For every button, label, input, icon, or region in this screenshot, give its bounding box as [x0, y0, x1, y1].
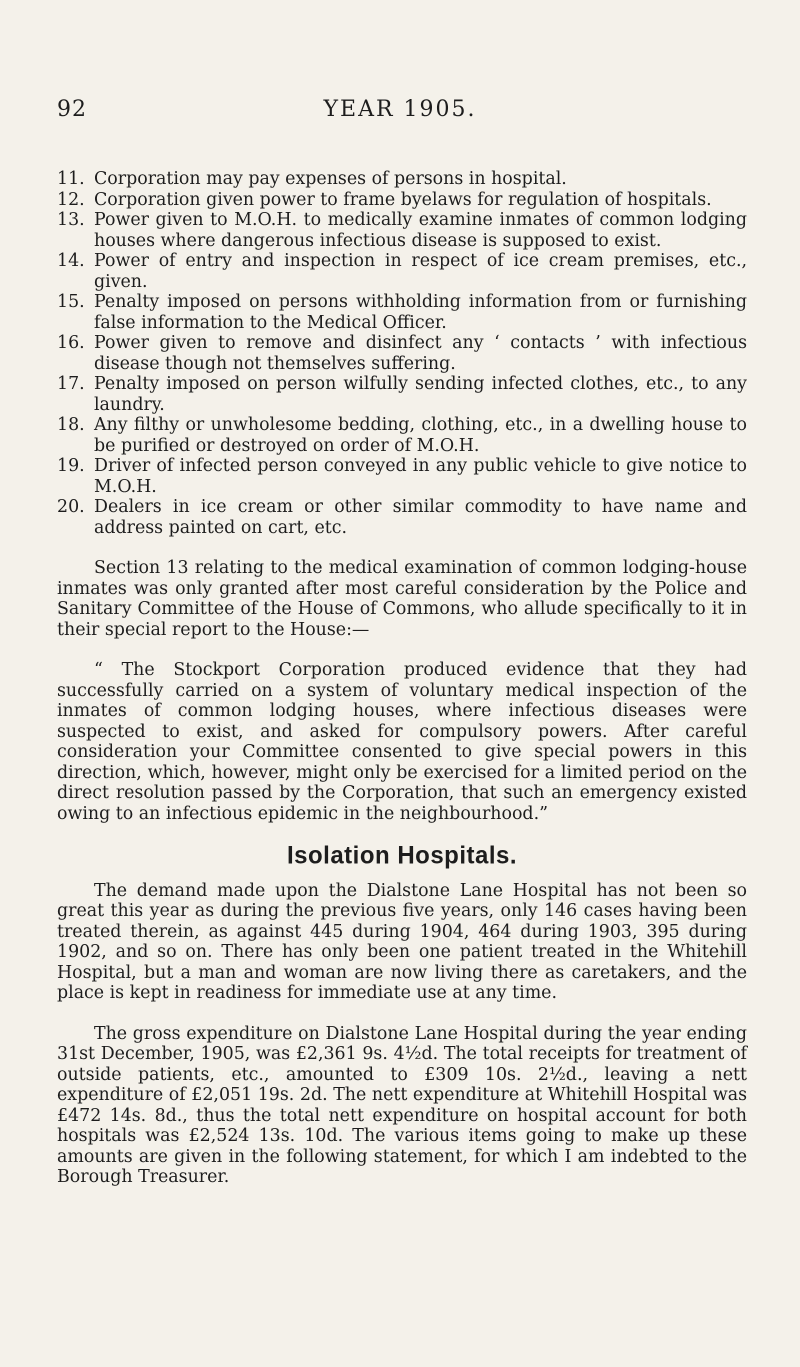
list-item-text: Corporation given power to frame byelaws for regulation of hospitals.	[94, 189, 712, 210]
list-item-text: Corporation may pay expenses of persons in hospital.	[94, 169, 567, 189]
list-item-text: Any filthy or unwholesome bedding, clothing, etc., in a dwelling house to be purified or destroyed on order of M.O.H.	[94, 415, 747, 456]
list-item-number: 12.	[57, 189, 85, 210]
section-heading: Isolation Hospitals.	[286, 841, 518, 870]
list-item-text: Penalty imposed on person wilfully sending infected clothes, etc., to any laundry.	[94, 374, 747, 415]
list-item-text: Power given to remove and disinfect any ‘ contacts ’ with infectious disease though not themselves suffering.	[94, 333, 747, 374]
list-item-text: Penalty imposed on persons withholding information from or furnishing false information to the Medical Officer.	[94, 292, 747, 333]
list-item	[57, 292, 747, 333]
list-item-text: Driver of infected person conveyed in any public vehicle to give notice to M.O.H.	[94, 456, 747, 497]
list-item-number: 15.	[57, 292, 85, 312]
isolation-paragraph-2: The gross expenditure on Dialstone Lane Hospital during the year ending 31st December, 1905, was £2,361 9s. 4½d. The total receipts for treatment of outside patients, etc., amounted to £309 10s. 2½d., leaving a nett expenditure of £2,051 19s. 2d. The nett expenditure at Whitehill Hospital was £472 14s. 8d., thus the total nett expenditure on hospital account for both hospitals was £2,524 13s. 10d. The various items going to make up these amounts are given in the following statement, for which I am indebted to the Borough Treasurer.	[57, 1023, 747, 1187]
list-item	[57, 415, 747, 456]
list-item-number: 11.	[57, 169, 85, 189]
page-number: 92	[57, 97, 87, 122]
list-item	[57, 169, 747, 190]
list-item	[57, 333, 747, 374]
page-content	[57, 169, 747, 1188]
list-item	[57, 497, 747, 538]
list-item	[57, 456, 747, 497]
list-item-number: 17.	[57, 374, 85, 394]
running-head: YEAR 1905.	[323, 97, 477, 122]
page-header	[0, 97, 800, 137]
list-item-number: 18.	[57, 415, 85, 435]
committee-quote: “ The Stockport Corporation produced evidence that they had successfully carried on a system of voluntary medical inspection of the inmates of common lodging houses, where infectious diseases were suspected to exist, and asked for compulsory powers. After careful consideration your Committee consented to give special powers in this direction, which, however, might only be exercised for a limited period on the direct resolution passed by the Corporation, that such an emergency existed owing to an infectious epidemic in the neighbourhood.”	[57, 660, 747, 824]
list-item	[57, 210, 747, 251]
list-item	[57, 190, 747, 211]
section-13-paragraph: Section 13 relating to the medical examination of common lodging-house inmates was only granted after most careful consideration by the Police and Sanitary Committee of the House of Commons, who allude specifically to it in their special report to the House:—	[57, 558, 747, 640]
list-item	[57, 374, 747, 415]
list-item-number: 16.	[57, 333, 85, 353]
list-item-number: 14.	[57, 251, 85, 271]
list-item-text: Dealers in ice cream or other similar commodity to have name and address painted on cart, etc.	[94, 497, 747, 538]
list-item	[57, 251, 747, 292]
list-item-text: Power of entry and inspection in respect of ice cream premises, etc., given.	[94, 251, 747, 292]
list-item-number: 19.	[57, 456, 85, 476]
list-item-number: 13.	[57, 210, 85, 230]
isolation-paragraph-1: The demand made upon the Dialstone Lane Hospital has not been so great this year as during the previous five years, only 146 cases having been treated therein, as against 445 during 1904, 464 during 1903, 395 during 1902, and so on. There has only been one patient treated in the Whitehill Hospital, but a man and woman are now living there as caretakers, and the place is kept in readiness for immediate use at any time.	[57, 880, 747, 1003]
list-item-text: Power given to M.O.H. to medically examine inmates of common lodging houses where dangerous infectious disease is supposed to exist.	[94, 210, 747, 251]
list-item-number: 20.	[57, 497, 85, 517]
powers-list	[57, 169, 747, 538]
